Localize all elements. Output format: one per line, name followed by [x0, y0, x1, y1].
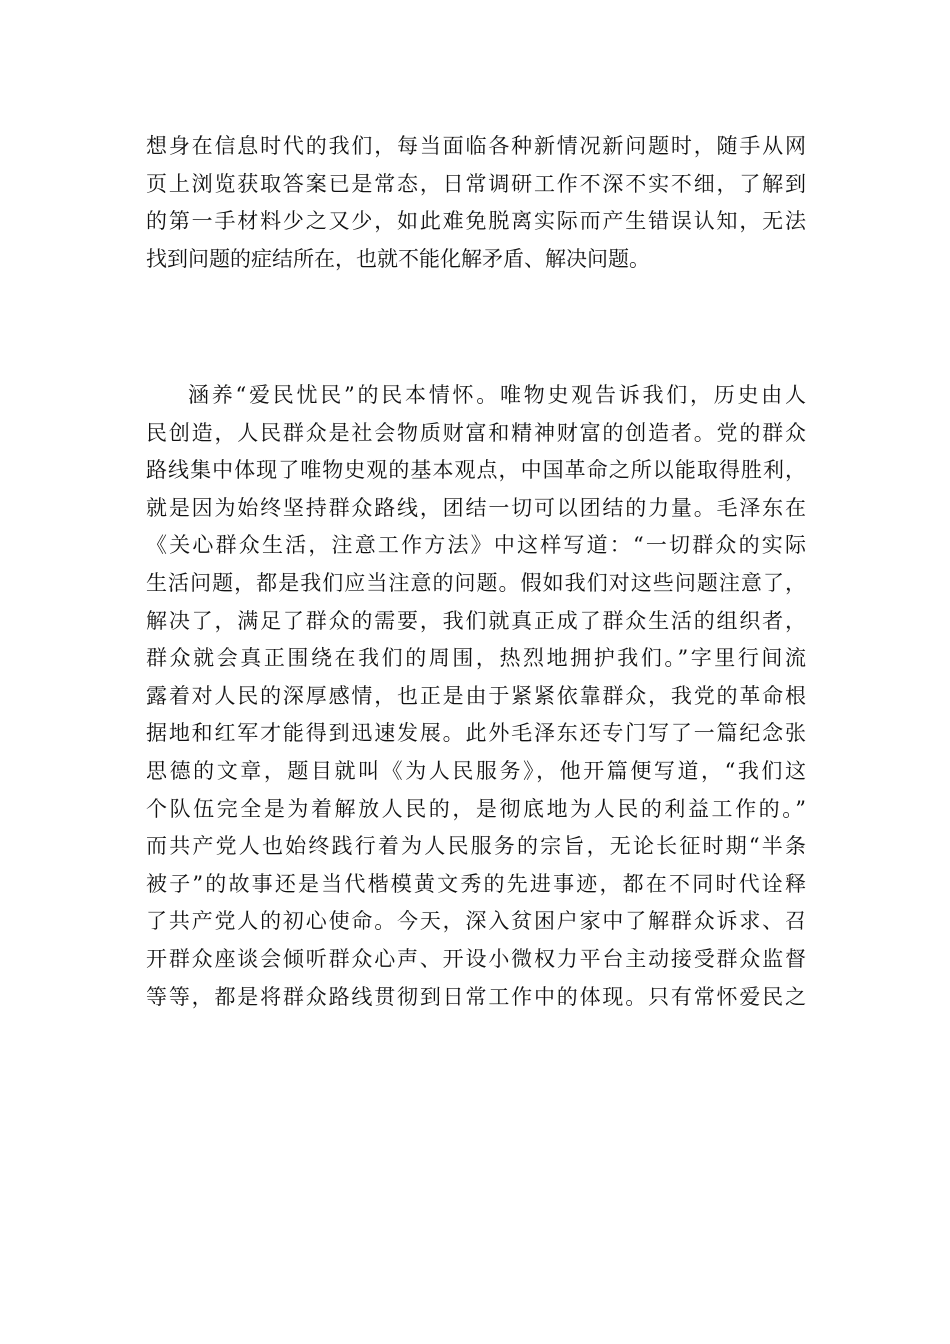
paragraph-line: 民创造，人民群众是社会物质财富和精神财富的创造者。党的群众 [146, 420, 806, 445]
paragraph-line: 被子”的故事还是当代楷模黄文秀的先进事迹，都在不同时代诠释 [146, 871, 806, 896]
paragraph-line: 解决了，满足了群众的需要，我们就真正成了群众生活的组织者， [146, 608, 806, 633]
paragraph-line: 的第一手材料少之又少，如此难免脱离实际而产生错误认知，无法 [146, 209, 806, 234]
paragraph-line: 思德的文章，题目就叫《为人民服务》，他开篇便写道，“我们这 [146, 758, 806, 783]
paragraph-line: 页上浏览获取答案已是常态，日常调研工作不深不实不细，了解到 [146, 171, 806, 196]
paragraph-line: 开群众座谈会倾听群众心声、开设小微权力平台主动接受群众监督 [146, 946, 806, 971]
paragraph-line: 生活问题，都是我们应当注意的问题。假如我们对这些问题注意了， [146, 570, 806, 595]
paragraph-line: 就是因为始终坚持群众路线，团结一切可以团结的力量。毛泽东在 [146, 495, 806, 520]
paragraph-line: 据地和红军才能得到迅速发展。此外毛泽东还专门写了一篇纪念张 [146, 721, 806, 746]
paragraph-line: 找到问题的症结所在，也就不能化解矛盾、解决问题。 [146, 246, 650, 271]
paragraph-line: 个队伍完全是为着解放人民的，是彻底地为人民的利益工作的。” [146, 796, 806, 821]
paragraph-line: 了共产党人的初心使命。今天，深入贫困户家中了解群众诉求、召 [146, 909, 806, 934]
paragraph-line: 群众就会真正围绕在我们的周围，热烈地拥护我们。”字里行间流 [146, 646, 806, 671]
paragraph-2 [146, 377, 806, 1016]
paragraph-line: 露着对人民的深厚感情，也正是由于紧紧依靠群众，我党的革命根 [146, 683, 806, 708]
paragraph-line: 而共产党人也始终践行着为人民服务的宗旨，无论长征时期“半条 [146, 834, 806, 859]
paragraph-line: 《关心群众生活，注意工作方法》中这样写道：“一切群众的实际 [146, 533, 806, 558]
paragraph-line: 涵养“爱民忧民”的民本情怀。唯物史观告诉我们，历史由人 [188, 383, 806, 407]
paragraph-line: 想身在信息时代的我们，每当面临各种新情况新问题时，随手从网 [146, 134, 806, 158]
paragraph-line: 等等，都是将群众路线贯彻到日常工作中的体现。只有常怀爱民之 [146, 984, 806, 1009]
paragraph-1 [146, 128, 806, 278]
paragraph-line: 路线集中体现了唯物史观的基本观点，中国革命之所以能取得胜利， [146, 458, 806, 483]
